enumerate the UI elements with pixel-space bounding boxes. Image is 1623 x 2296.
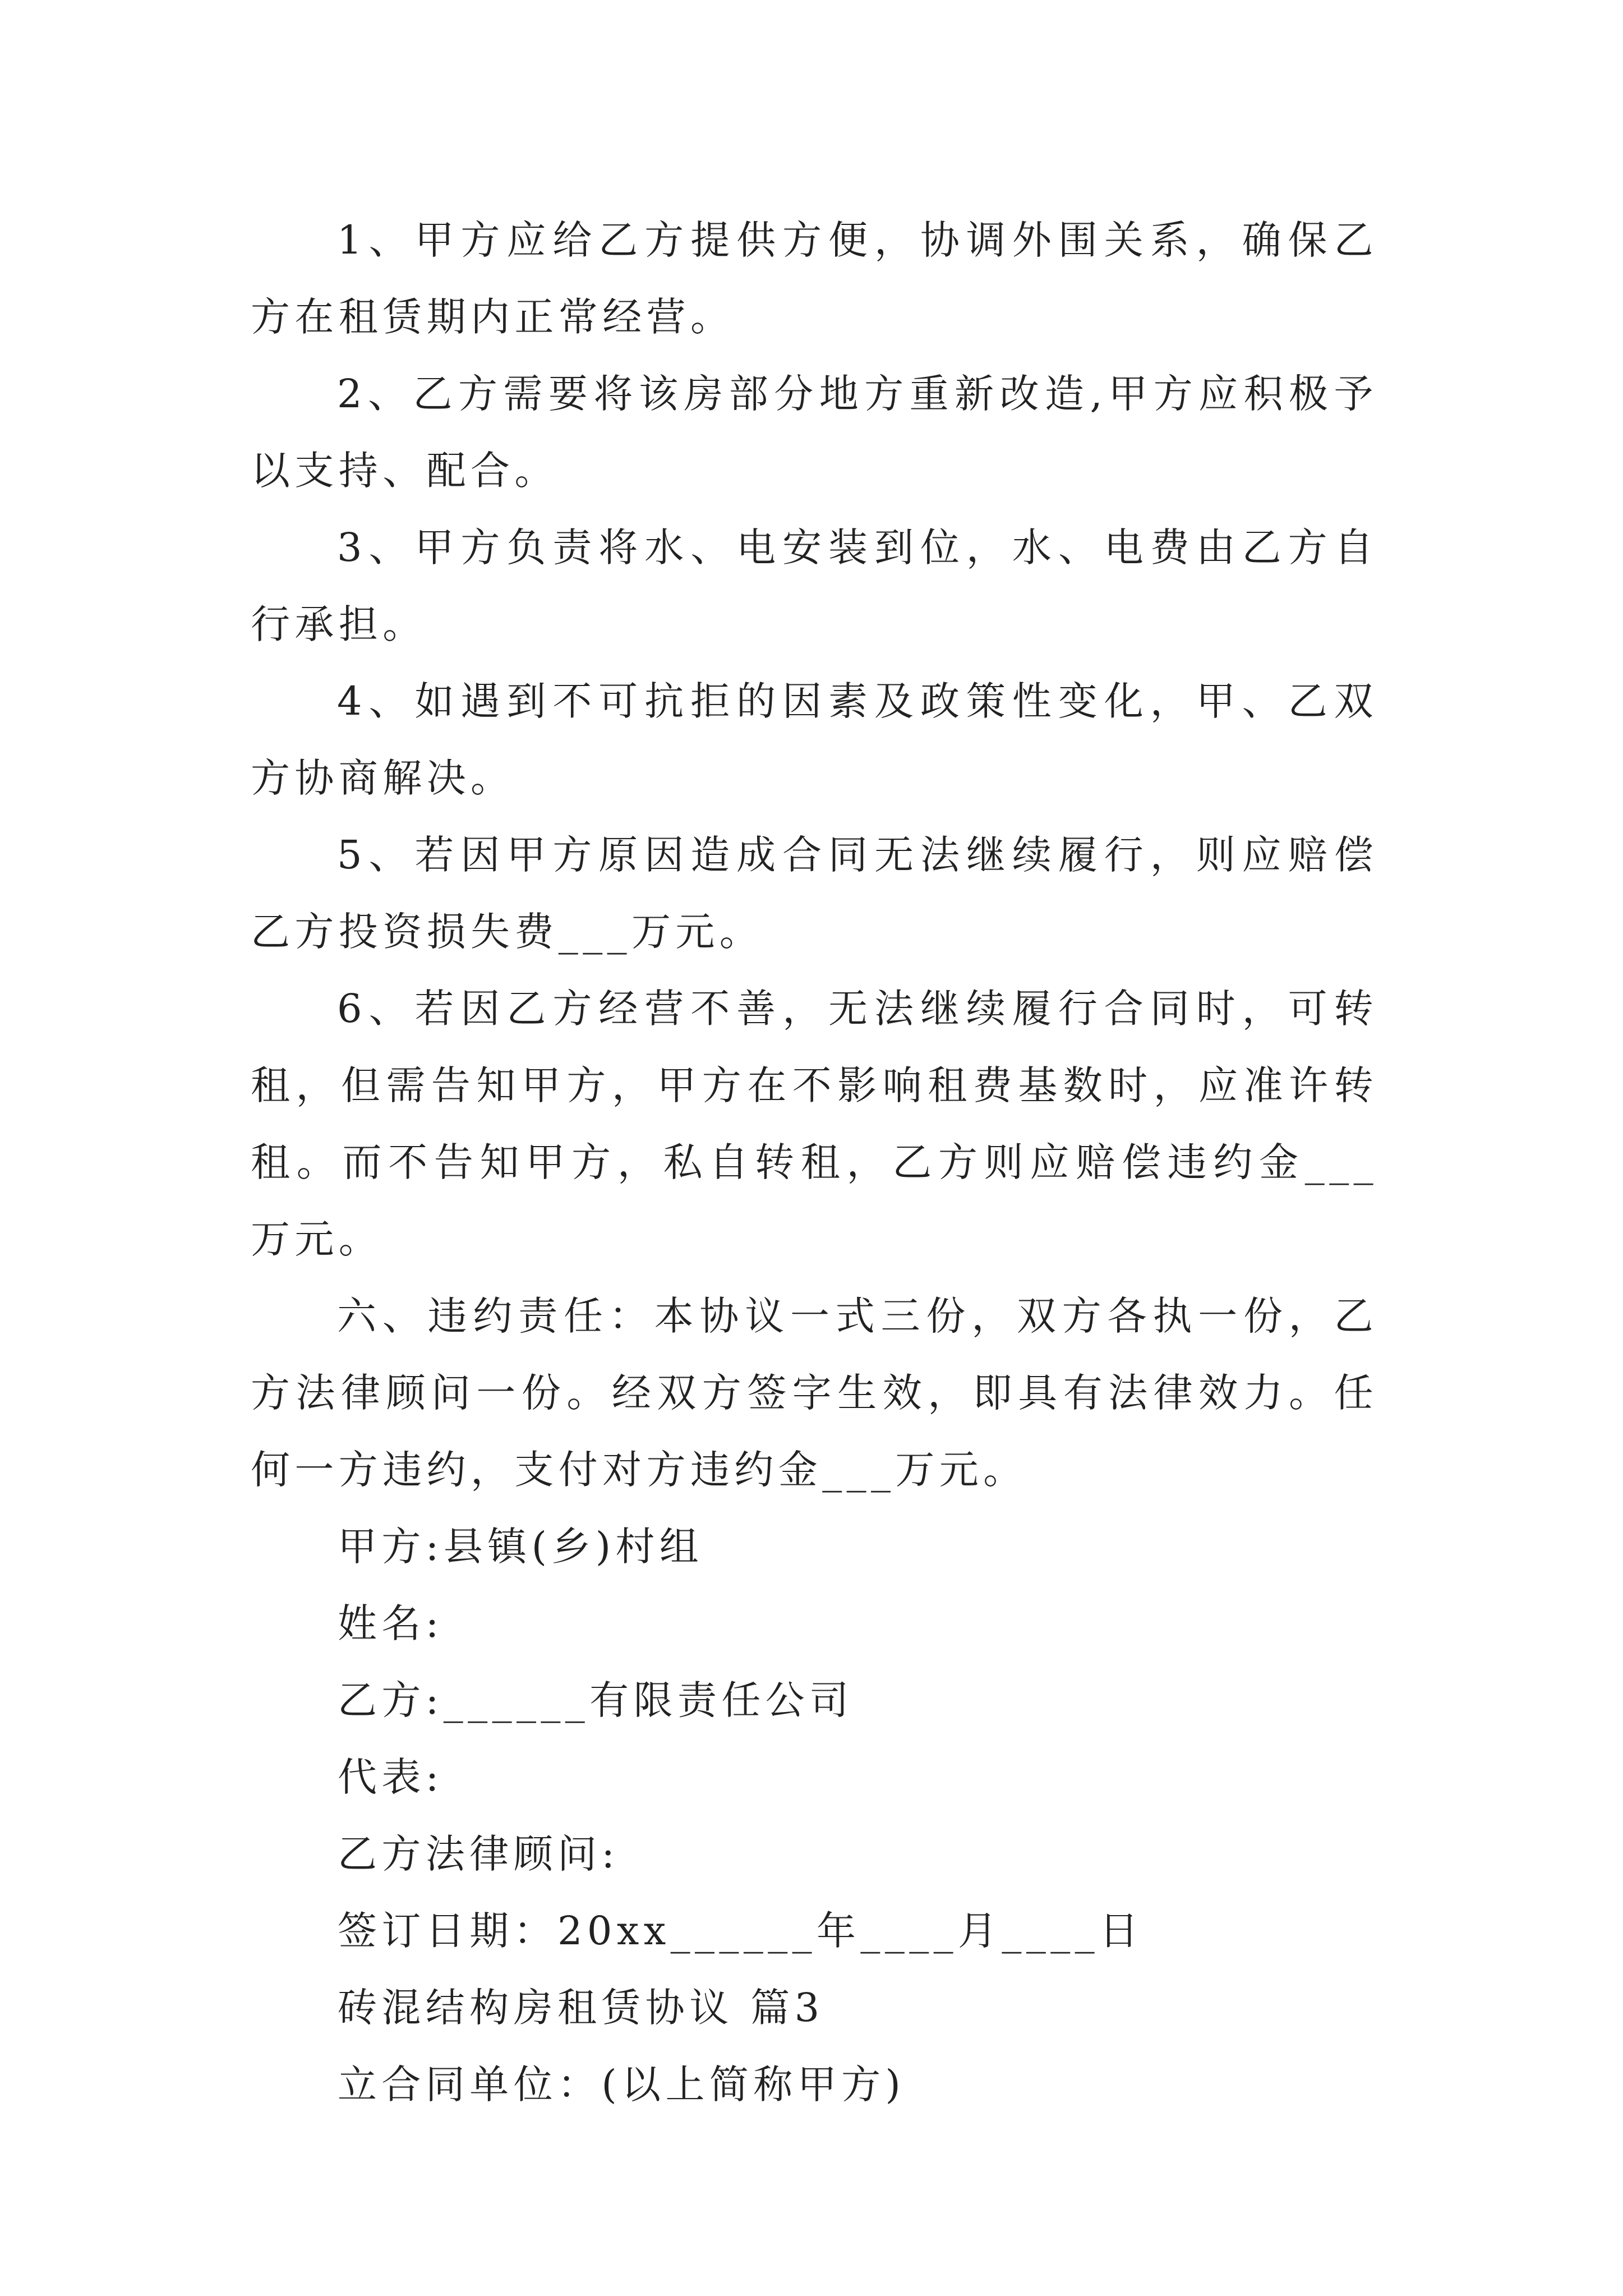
clause-3: 3、甲方负责将水、电安装到位，水、电费由乙方自行承担。 [251,524,1378,647]
section-title: 砖混结构房租赁协议 篇3 [338,1985,824,2031]
signature-party-b: 乙方:______有限责任公司 [338,1677,854,1723]
signature-party-a: 甲方:县镇(乡)村组 [338,1524,704,1570]
signature-date: 签订日期：20xx______年____月____日 [338,1908,1144,1954]
clause-1: 1、甲方应给乙方提供方便，协调外围关系，确保乙方在租赁期内正常经营。 [251,217,1378,340]
clause-6: 6、若因乙方经营不善，无法继续履行合同时，可转租，但需告知甲方，甲方在不影响租费基数时，应准许转租。而不告知甲方，私自转租，乙方则应赔偿违约金___万元。 [251,986,1378,1262]
section-first-line: 立合同单位：(以上简称甲方) [338,2062,906,2108]
clause-5: 5、若因甲方原因造成合同无法继续履行，则应赔偿乙方投资损失费___万元。 [251,832,1378,955]
clause-breach-liability: 六、违约责任：本协议一式三份，双方各执一份，乙方法律顾问一份。经双方签字生效，即具有法律效力。任何一方违约，支付对方违约金___万元。 [251,1293,1378,1493]
document-body [251,202,1378,2123]
signature-legal-advisor: 乙方法律顾问: [338,1831,620,1877]
signature-name: 姓名: [338,1600,444,1646]
signature-representative: 代表: [338,1754,444,1800]
clause-4: 4、如遇到不可抗拒的因素及政策性变化，甲、乙双方协商解决。 [251,678,1378,801]
clause-2: 2、乙方需要将该房部分地方重新改造,甲方应积极予以支持、配合。 [251,371,1378,494]
